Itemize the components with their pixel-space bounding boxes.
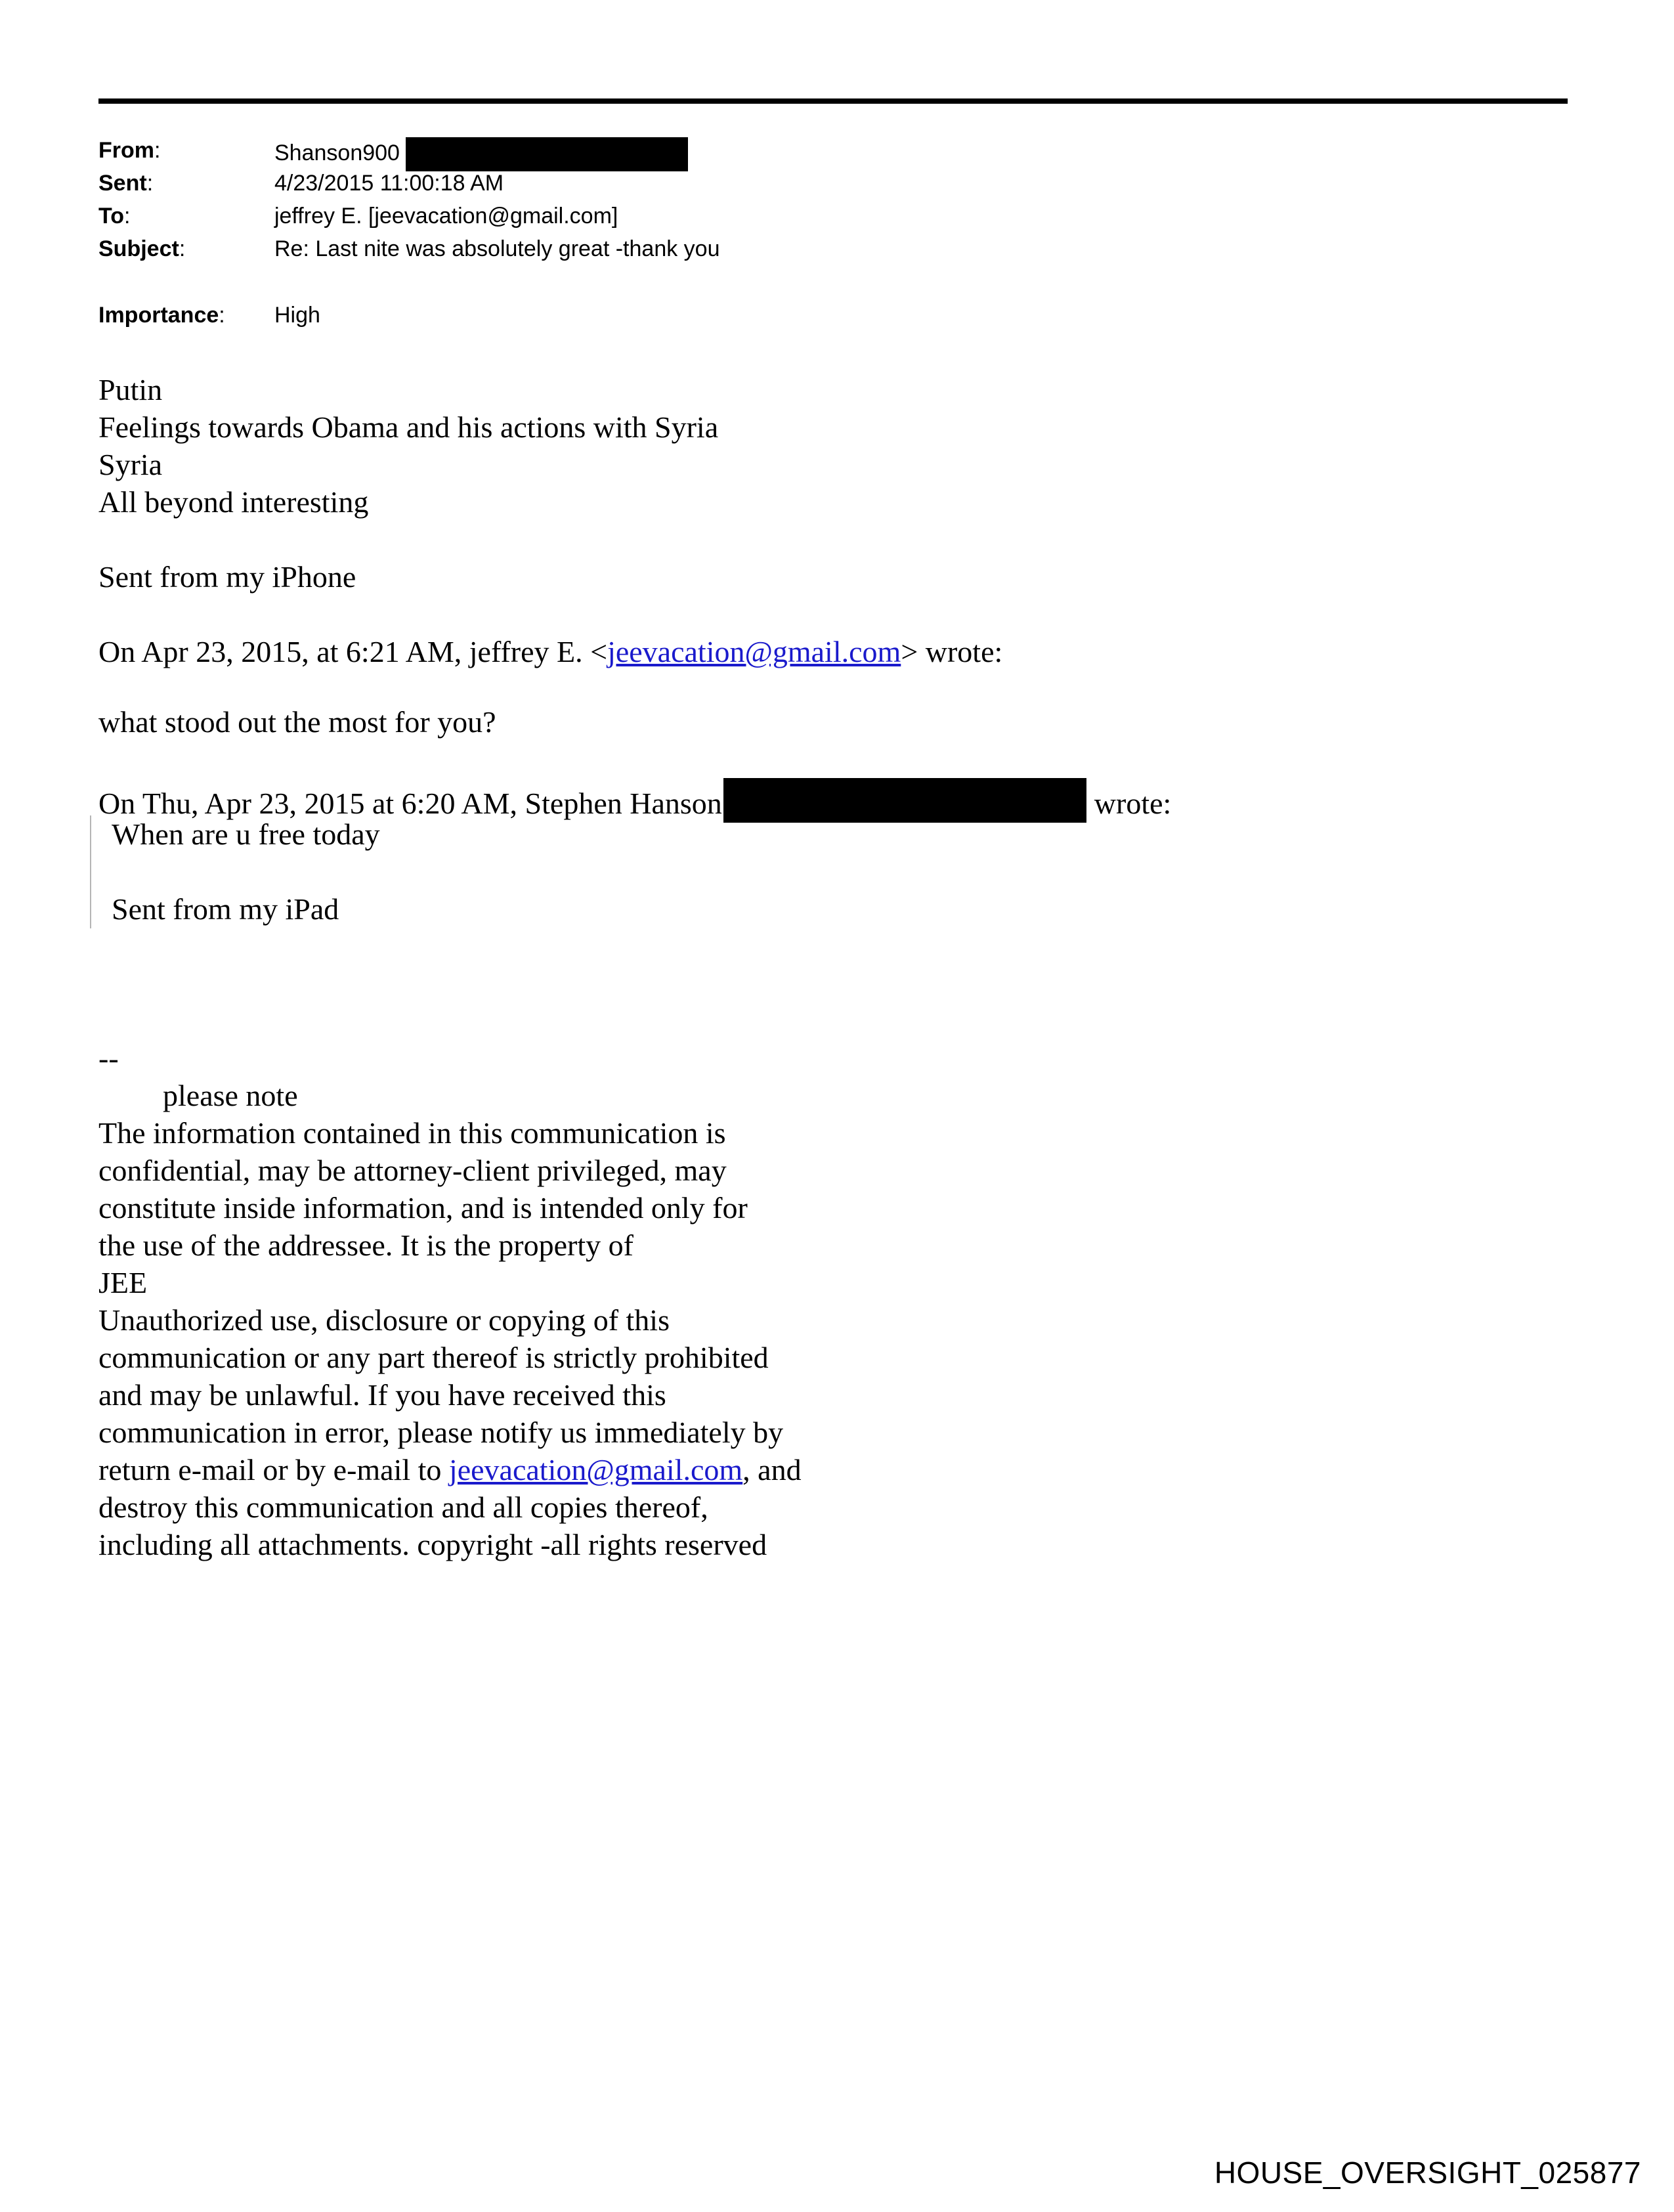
disclaimer-line: JEE	[98, 1266, 148, 1299]
header-rule	[98, 98, 1568, 104]
disclaimer-heading: please note	[163, 1079, 298, 1112]
disclaimer-line: communication or any part thereof is strictly prohibited	[98, 1341, 769, 1374]
message-line: Feelings towards Obama and his actions with Syria	[98, 410, 719, 444]
quote1-attribution: On Apr 23, 2015, at 6:21 AM, jeffrey E. <jeevacation@gmail.com> wrote:	[98, 635, 1003, 668]
email-link[interactable]: jeevacation@gmail.com	[448, 1453, 743, 1486]
signature-separator: --	[98, 1041, 119, 1075]
quote2-attribution: On Thu, Apr 23, 2015 at 6:20 AM, Stephen Hanson wrote:	[98, 778, 1171, 823]
disclaimer-line: confidential, may be attorney-client privileged, may	[98, 1154, 727, 1187]
disclaimer-line: destroy this communication and all copies thereof,	[98, 1490, 708, 1524]
subject-label: Subject:	[98, 236, 186, 261]
from-label: From:	[98, 138, 161, 163]
quote2-signature: Sent from my iPad	[112, 892, 339, 926]
email-link[interactable]: jeevacation@gmail.com	[607, 635, 901, 668]
to-label: To:	[98, 204, 131, 228]
quote1-body: what stood out the most for you?	[98, 705, 496, 739]
to-value: jeffrey E. [jeevacation@gmail.com]	[274, 204, 618, 228]
message-line: All beyond interesting	[98, 485, 369, 519]
disclaimer-line: communication in error, please notify us immediately by	[98, 1416, 784, 1449]
subject-value: Re: Last nite was absolutely great -thank you	[274, 236, 720, 261]
message-body	[98, 371, 718, 521]
bates-number: HOUSE_OVERSIGHT_025877	[1214, 2156, 1641, 2190]
redaction-box	[723, 778, 1086, 823]
disclaimer-text	[98, 1114, 802, 1563]
disclaimer-line: and may be unlawful. If you have received this	[98, 1378, 666, 1412]
importance-value: High	[274, 303, 320, 328]
quote2-body: When are u free today	[112, 817, 380, 851]
redaction-box	[406, 137, 688, 171]
message-signature: Sent from my iPhone	[98, 560, 356, 594]
importance-label: Importance:	[98, 303, 225, 328]
sent-value: 4/23/2015 11:00:18 AM	[274, 171, 504, 196]
disclaimer-line: the use of the addressee. It is the property of	[98, 1228, 633, 1262]
disclaimer-line: The information contained in this communication is	[98, 1116, 726, 1150]
message-line: Syria	[98, 448, 163, 481]
disclaimer-line: including all attachments. copyright -all rights reserved	[98, 1528, 767, 1561]
quote-bar	[90, 815, 91, 928]
message-line: Putin	[98, 373, 163, 406]
from-value: Shanson900	[274, 137, 688, 171]
disclaimer-line: constitute inside information, and is intended only for	[98, 1191, 748, 1225]
disclaimer-line: return e-mail or by e-mail to jeevacation@gmail.com, and	[98, 1453, 802, 1486]
disclaimer-line: Unauthorized use, disclosure or copying of this	[98, 1303, 670, 1337]
sent-label: Sent:	[98, 171, 154, 196]
